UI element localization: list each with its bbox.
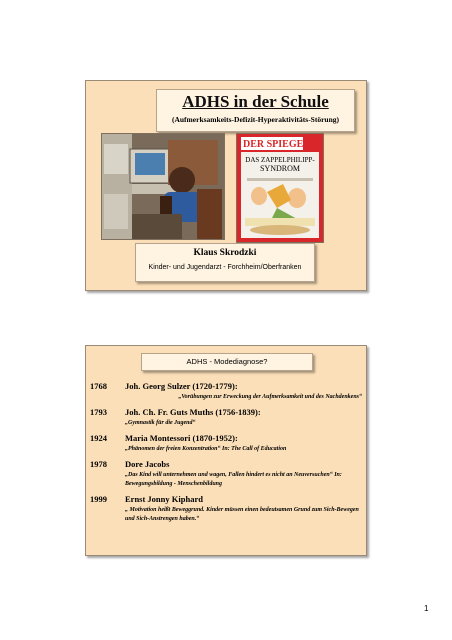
magazine-cover-image bbox=[236, 133, 324, 243]
author-box bbox=[135, 243, 315, 282]
slide-2 bbox=[85, 345, 367, 556]
entry-name: Joh. Ch. Fr. Guts Muths (1756-1839): bbox=[125, 407, 261, 417]
entry-name: Dore Jacobs bbox=[125, 459, 170, 469]
svg-text:DAS ZAPPELPHILIPP-: DAS ZAPPELPHILIPP- bbox=[245, 156, 315, 164]
entry-note-source: In: Bewegungsbildung - Menschenbildung bbox=[125, 472, 342, 487]
entry-year: 1793 bbox=[90, 407, 107, 417]
title-box bbox=[156, 89, 355, 132]
entry-name: Joh. Georg Sulzer (1720-1779): bbox=[125, 381, 238, 391]
entry-year: 1978 bbox=[90, 459, 107, 469]
author-role: Kinder- und Jugendarzt - Forchheim/Oberfranken bbox=[148, 264, 302, 271]
entry-year: 1999 bbox=[90, 494, 107, 504]
entry-note: „Gymnastik für die Jugend“ bbox=[125, 420, 196, 426]
svg-text:SYNDROM: SYNDROM bbox=[259, 164, 301, 173]
entry-note bbox=[125, 445, 363, 454]
child-at-computer-photo bbox=[101, 133, 225, 240]
entry-name: Ernst Jonny Kiphard bbox=[125, 494, 203, 504]
page-number: 1 bbox=[424, 604, 429, 613]
slide-1 bbox=[85, 80, 367, 291]
entry-note-quote: „Phänomen der freien Konzentration“ bbox=[125, 446, 221, 452]
slide-2-header: ADHS - Modediagnose? bbox=[141, 353, 313, 371]
entry-note: „ Motivation heißt Beweggrund. Kinder müssen einen bedeutsamen Grund zum Sich-Bewegen und Sich-Anstrengen haben.“ bbox=[125, 507, 359, 522]
entry-name: Maria Montessori (1870-1952): bbox=[125, 433, 238, 443]
entry-note: „Vorübungen zur Erweckung der Aufmerksamkeit und des Nachdenkens“ bbox=[178, 394, 362, 400]
entry-note-quote: „Das Kind will unternehmen und wagen, Fallen hindert es nicht an Neuversuchen“ bbox=[125, 472, 333, 478]
entry-note-source: In: The Call of Education bbox=[222, 446, 287, 452]
entry-note bbox=[125, 471, 363, 488]
svg-text:DER SPIEGEL: DER SPIEGEL bbox=[243, 139, 310, 150]
slide-title: ADHS in der Schule bbox=[182, 92, 329, 111]
slide-subtitle: (Aufmerksamkeits-Defizit-Hyperaktivitäts-Störung) bbox=[171, 115, 340, 124]
entry-year: 1768 bbox=[90, 381, 107, 391]
entry-year: 1924 bbox=[90, 433, 107, 443]
author-name: Klaus Skrodzki bbox=[193, 248, 257, 258]
